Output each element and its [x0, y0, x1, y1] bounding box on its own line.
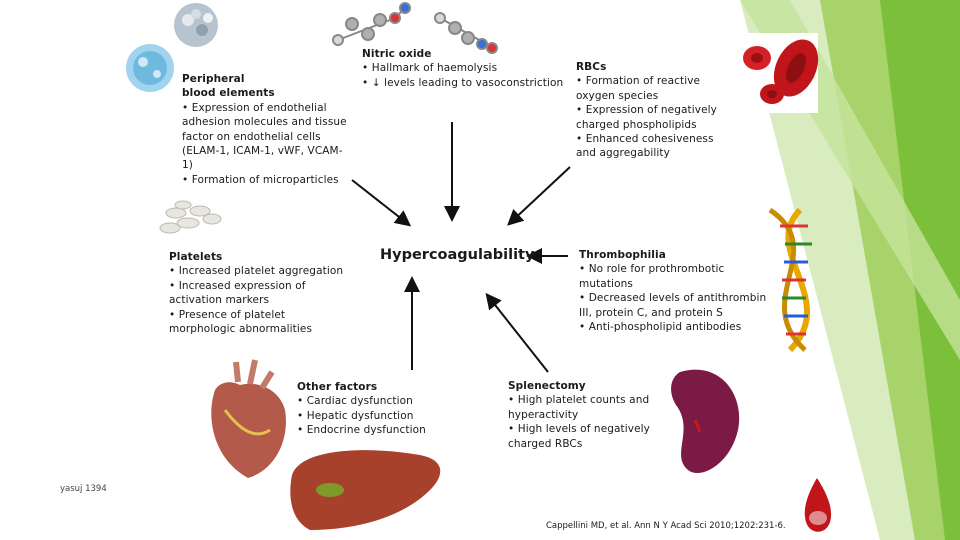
node-peripheral-item: 1)	[182, 159, 193, 172]
node-splenectomy-item: charged RBCs	[508, 437, 583, 450]
node-rbcs	[576, 60, 726, 161]
node-rbcs-item: • Enhanced cohesiveness	[576, 133, 714, 146]
node-splenectomy-item: • High levels of negatively	[508, 423, 650, 436]
arrow-splenectomy-to-center	[488, 296, 548, 372]
rbc-illustration	[738, 32, 827, 113]
arrow-peripheral-to-center	[352, 180, 408, 224]
heart-illustration	[211, 360, 286, 478]
spleen-illustration	[671, 370, 739, 473]
node-rbcs-item: • Expression of negatively	[576, 104, 717, 117]
node-peripheral-item: adhesion molecules and tissue	[182, 116, 347, 129]
node-peripheral-title-2: blood elements	[182, 87, 275, 100]
node-peripheral-item: (ELAM-1, ICAM-1, vWF, VCAM-	[182, 145, 343, 158]
node-peripheral-item: • Formation of microparticles	[182, 173, 339, 186]
node-nitric-oxide-item: • ↓ levels leading to vasoconstriction	[362, 76, 564, 89]
node-peripheral	[182, 72, 357, 187]
node-peripheral-item: • Expression of endothelial	[182, 101, 327, 114]
node-platelets-item: • Increased platelet aggregation	[169, 265, 344, 278]
node-thrombophilia	[579, 248, 769, 334]
node-platelets-item: • Presence of platelet	[169, 308, 286, 321]
node-rbcs-item: and aggregability	[576, 147, 670, 160]
node-nitric-oxide	[362, 47, 572, 90]
node-splenectomy-item: • High platelet counts and	[508, 394, 650, 407]
node-thrombophilia-item: III, protein C, and protein S	[579, 306, 723, 319]
node-platelets-item: morphologic abnormalities	[169, 323, 313, 336]
node-platelets-item: activation markers	[169, 294, 270, 307]
platelet-illustration	[160, 201, 221, 233]
footer-text: yasuj 1394	[60, 484, 107, 494]
nitric-oxide-molecule	[333, 3, 497, 53]
node-rbcs-title: RBCs	[576, 61, 607, 73]
node-other-factors-item: • Endocrine dysfunction	[297, 424, 426, 437]
node-thrombophilia-item: • Anti-phospholipid antibodies	[579, 321, 742, 334]
node-rbcs-item: oxygen species	[576, 89, 659, 102]
node-other-factors-item: • Hepatic dysfunction	[297, 409, 414, 422]
center-label: Hypercoagulability	[380, 247, 535, 263]
node-nitric-oxide-item: • Hallmark of haemolysis	[362, 62, 498, 75]
node-splenectomy-item: hyperactivity	[508, 408, 579, 421]
liver-illustration	[290, 450, 440, 530]
node-peripheral-title-1: Peripheral	[182, 73, 245, 85]
node-thrombophilia-item: • Decreased levels of antithrombin	[579, 292, 767, 305]
tif-logo	[805, 478, 831, 532]
node-peripheral-item: factor on endothelial cells	[182, 130, 321, 143]
node-thrombophilia-title: Thrombophilia	[579, 249, 666, 261]
node-thrombophilia-item: mutations	[579, 277, 633, 290]
node-splenectomy	[508, 379, 663, 451]
node-platelets-title: Platelets	[169, 251, 223, 263]
node-nitric-oxide-title: Nitric oxide	[362, 48, 432, 60]
reference-citation: Cappellini MD, et al. Ann N Y Acad Sci 2010;1202:231-6.	[546, 521, 786, 531]
node-platelets-item: • Increased expression of	[169, 279, 306, 292]
arrow-rbcs-to-center	[510, 167, 570, 223]
node-other-factors-item: • Cardiac dysfunction	[297, 395, 413, 408]
node-splenectomy-title: Splenectomy	[508, 380, 586, 392]
node-other-factors	[297, 380, 447, 438]
node-rbcs-item: • Formation of reactive	[576, 75, 701, 88]
node-rbcs-item: charged phospholipids	[576, 118, 697, 131]
node-other-factors-title: Other factors	[297, 381, 378, 393]
node-platelets	[169, 250, 354, 336]
node-thrombophilia-item: • No role for prothrombotic	[579, 263, 725, 276]
